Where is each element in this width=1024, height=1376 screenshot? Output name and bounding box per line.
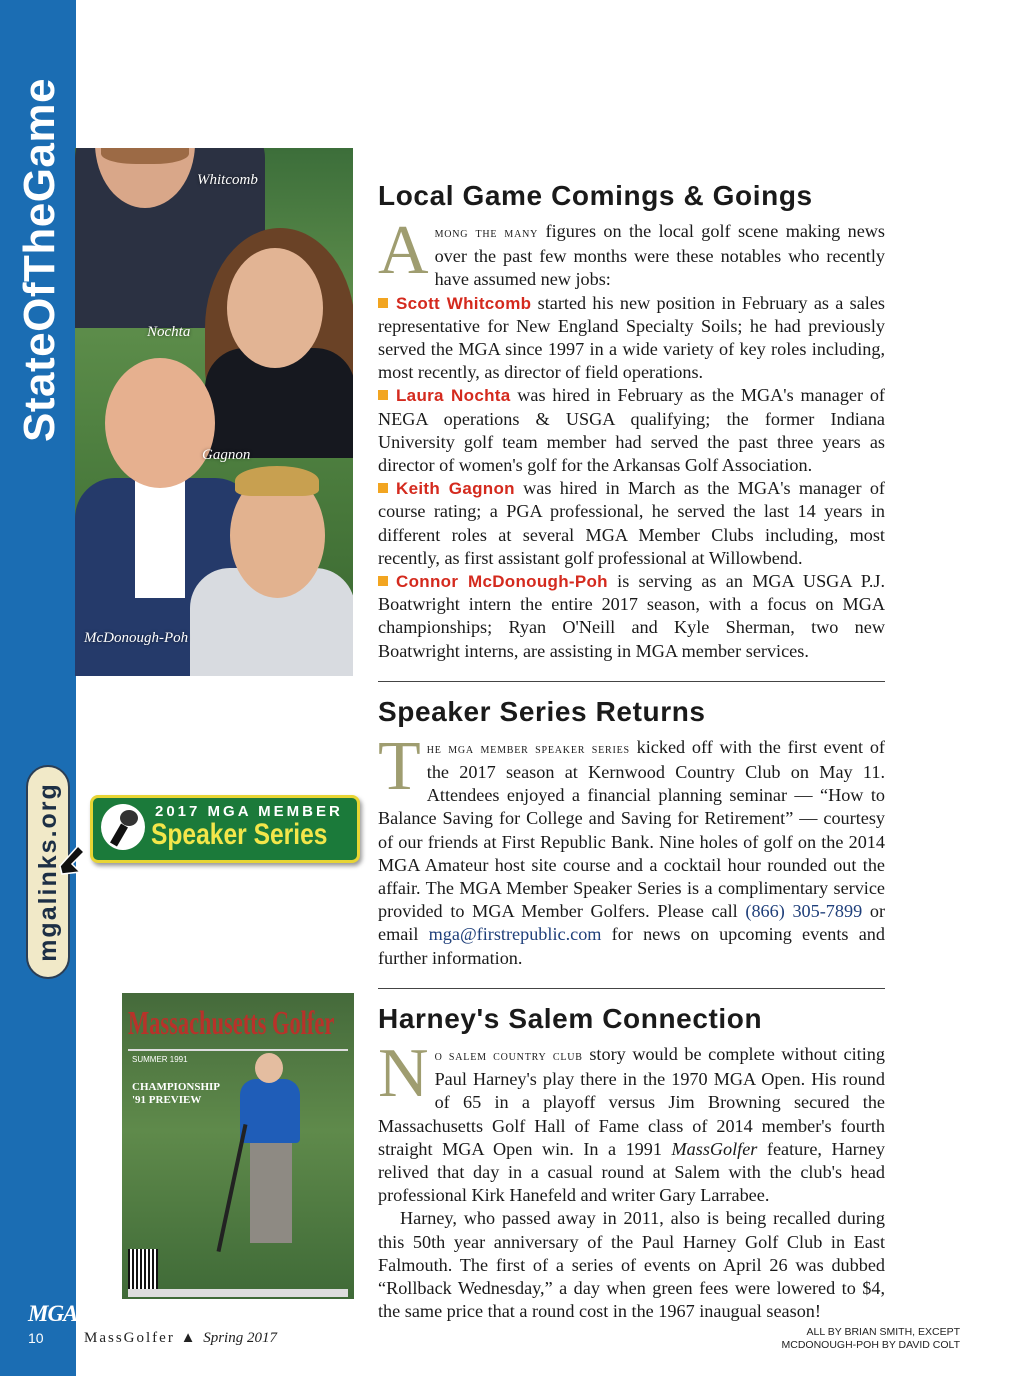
section-title: StateOfTheGame (15, 78, 64, 442)
item-text: was hired in March as the MGA's manager of course rating; a PGA professional, he served the last 14 years in different roles at several MGA Member Clubs including, most recently, as first assistant golf professional at Willowbend. (378, 478, 885, 568)
bullet-icon (378, 576, 388, 586)
badge-line1: 2017 MGA MEMBER (155, 803, 343, 820)
item-text: was hired in February as the MGA's manager of NEGA operations & USGA qualifying; the former Indiana University golf team member had served the past three years as director of women's golf for the Arkansas Golf Association. (378, 385, 885, 476)
mga-logo: MGA (28, 1301, 78, 1326)
email-link[interactable]: mga@firstrepublic.com (428, 924, 602, 945)
photo-credit (781, 1326, 960, 1352)
body-text: kicked off with the first event of the 2017 season at Kernwood Country Club on May 11. Attendees enjoyed a financial planning seminar — “How to Balance Saving for College and Saving for Retirement” — courtesy of our friends at First Republic Bank. Nine holes of golf on the 2014 MGA Amateur host site course and a cocktail hour rounded out the affair. The MGA Member Speaker Series is a complimentary service provided to MGA Member Golfers. Please call (378, 736, 885, 922)
list-item (378, 384, 885, 477)
article-column (378, 178, 885, 1323)
cover-headline-line: CHAMPIONSHIP (132, 1081, 220, 1093)
credit-line: ALL BY BRIAN SMITH, EXCEPT (806, 1326, 960, 1338)
cover-headline-line: '91 PREVIEW (132, 1094, 202, 1106)
page-number: 10 (28, 1330, 44, 1346)
speaker-series-badge (90, 795, 360, 863)
item-text: started his new position in February as a sales representative for New England Specialty Soils; he had previously served the MGA since 1997 in a wide variety of key roles including, most recently, as director of field operations. (378, 292, 885, 383)
footer-publication (84, 1330, 277, 1347)
person-name: Keith Gagnon (396, 479, 515, 499)
barcode-icon (128, 1249, 158, 1289)
article-title: Local Game Comings & Goings (378, 180, 813, 211)
drop-cap: A (378, 212, 429, 289)
lead-in: o salem country club (434, 1048, 583, 1064)
divider (378, 988, 885, 989)
staff-photo-collage (75, 148, 353, 676)
microphone-icon (101, 804, 145, 850)
sidebar (0, 0, 76, 1376)
article-paragraph: Harney, who passed away in 2011, also is being recalled during this 50th year anniversary of the Paul Harney Golf Club in East Falmouth. The first of a series of events on April 26 was dubbed “Rollback Wednesday,” a day when green fees were lowered to $4, the same price that a round cost in the 1967 inaugual season! (378, 1208, 885, 1322)
cover-headline (132, 1081, 220, 1107)
body-text: story would be complete without citing Paul Harney's play there in the 1970 MGA Open. His round of 65 in a playoff versus Jim Browning secured the Massachusetts Golf Hall of Fame class of 2014 member's fourth straight MGA Open win. In a 1991 (378, 1043, 885, 1159)
badge-line2: Speaker Series (151, 818, 328, 851)
divider (378, 681, 885, 682)
lead-in: he mga member speaker series (426, 741, 630, 757)
article-title: Speaker Series Returns (378, 695, 706, 727)
person-name: Laura Nochta (396, 386, 511, 406)
person-name: Scott Whitcomb (396, 293, 532, 313)
golf-cap-icon: ▲ (180, 1330, 198, 1346)
body-text: or email (378, 901, 886, 945)
article-body (378, 212, 886, 292)
article-body (378, 1034, 885, 1207)
golfer-legs (250, 1143, 292, 1243)
credit-line: MCDONOUGH-POH BY DAVID COLT (781, 1339, 960, 1351)
item-text: is serving as an MGA USGA P.J. Boatwright intern the entire 2017 season, with a focus on MGA championships; Ryan O'Neill and Kyle Sherman, two new Boatwright interns, are assisting in MGA member services. (378, 571, 885, 661)
lead-in: mong the many (434, 226, 539, 241)
person-name: Connor McDonough-Poh (396, 572, 608, 592)
list-item (378, 570, 885, 663)
site-link[interactable]: mgalinks.org (26, 765, 70, 979)
bullet-icon (378, 483, 388, 493)
photo-label: Whitcomb (197, 172, 258, 188)
golf-club (217, 1124, 248, 1252)
photo-label: Nochta (147, 324, 191, 340)
photo-label: McDonough-Poh (84, 630, 189, 646)
list-item (378, 477, 885, 570)
cover-masthead: Massachusetts Golfer (128, 1005, 335, 1042)
cover-footer-strip (128, 1289, 348, 1297)
publication-name: MassGolfer (84, 1330, 175, 1346)
arrow-icon (58, 842, 88, 876)
golfer-figure (240, 1079, 300, 1143)
article-title: Harney's Salem Connection (378, 1002, 763, 1034)
article-body (378, 727, 886, 970)
bullet-icon (378, 390, 388, 400)
magazine-cover (122, 993, 354, 1299)
drop-cap: T (378, 727, 421, 805)
list-item (378, 292, 885, 385)
drop-cap: N (378, 1034, 429, 1112)
bullet-icon (378, 298, 388, 308)
magazine-name: MassGolfer (671, 1138, 758, 1159)
body-text: feature, Harney relived that day in a casual round at Salem with the club's head professional Kirk Hanefeld and writer Gary Larrabee. (378, 1138, 885, 1206)
body-text: for news on upcoming events and further information. (378, 924, 885, 968)
cover-season: SUMMER 1991 (132, 1055, 188, 1064)
lead-text: figures on the local golf scene making news over the past few months were these notables who recently have assumed new jobs: (434, 221, 886, 290)
phone-number[interactable]: (866) 305-7899 (745, 901, 863, 922)
issue-date: Spring 2017 (203, 1330, 277, 1346)
photo-label: Gagnon (202, 447, 251, 463)
golfer-head (255, 1053, 283, 1083)
